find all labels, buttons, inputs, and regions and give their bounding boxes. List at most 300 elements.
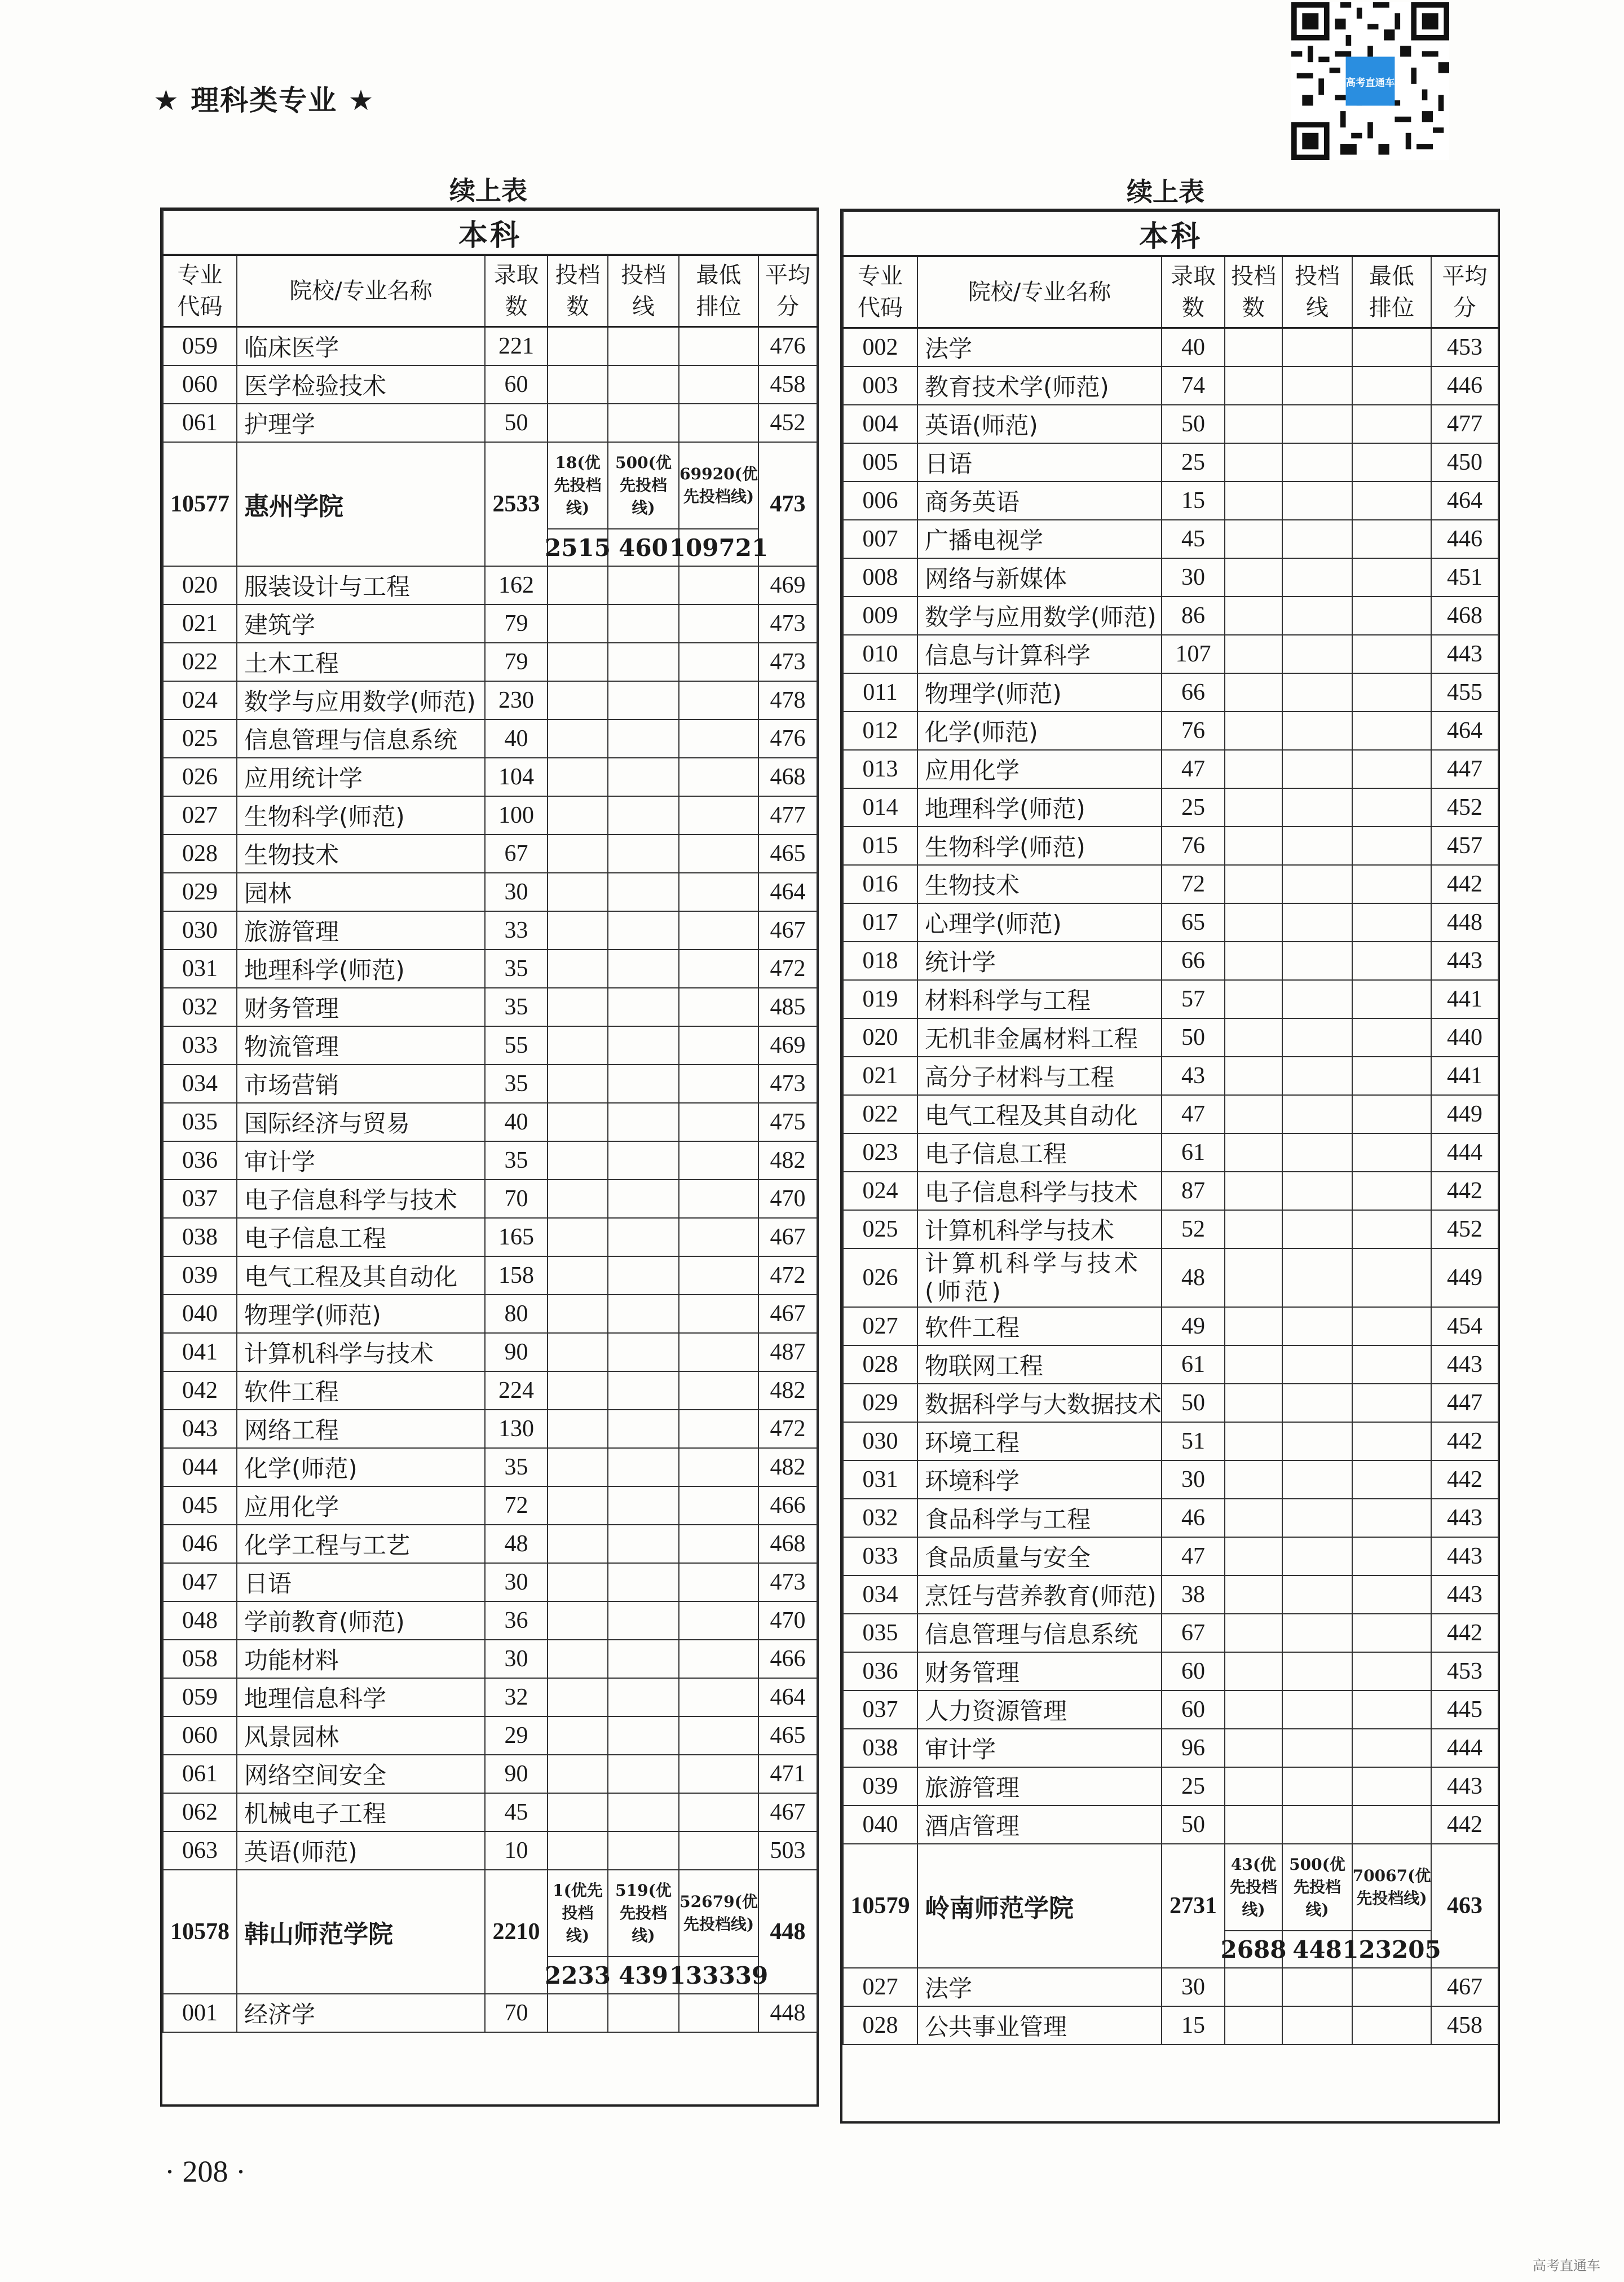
tou-count-cell xyxy=(1225,788,1282,827)
code-cell: 041 xyxy=(163,1333,237,1371)
code-header xyxy=(843,256,917,328)
admit-count-cell: 33 xyxy=(485,911,548,950)
admit-count-cell: 40 xyxy=(1162,328,1225,367)
code-cell: 005 xyxy=(843,443,917,482)
tou-line-cell xyxy=(1282,750,1352,788)
tou-line-cell xyxy=(608,1601,679,1640)
school-name-cell: 惠州学院 xyxy=(237,442,485,566)
code-cell: 004 xyxy=(843,405,917,443)
section-title: 本科 xyxy=(163,210,817,255)
avg-header xyxy=(1431,256,1498,328)
avg-score-cell: 455 xyxy=(1431,673,1498,712)
major-row xyxy=(843,597,1498,635)
tou-line-cell xyxy=(608,327,679,366)
code-cell: 022 xyxy=(163,643,237,681)
tou-count-cell xyxy=(1225,1057,1282,1095)
avg-score-cell: 443 xyxy=(1431,1767,1498,1806)
major-row xyxy=(843,980,1498,1018)
tou-line-cell xyxy=(1282,1057,1352,1095)
major-name-cell: 数学与应用数学(师范) xyxy=(917,597,1162,635)
min-rank-cell xyxy=(669,442,769,566)
tou-line-value: 448 xyxy=(1292,1935,1342,1963)
right-admission-table xyxy=(840,209,1500,2124)
code-cell: 020 xyxy=(163,566,237,604)
admit-count-cell: 76 xyxy=(1162,827,1225,865)
min-rank-header xyxy=(679,255,758,327)
major-name-cell: 风景园林 xyxy=(237,1716,485,1755)
min-rank-cell xyxy=(1352,635,1431,673)
tou-count-cell xyxy=(548,911,608,950)
code-cell: 037 xyxy=(163,1180,237,1218)
avg-score-cell: 442 xyxy=(1431,1422,1498,1460)
code-cell: 019 xyxy=(843,980,917,1018)
major-name-cell: 应用化学 xyxy=(917,750,1162,788)
major-name-cell: 物联网工程 xyxy=(917,1345,1162,1384)
tou-line-split xyxy=(608,1870,678,1993)
tou-line-header-text: 投档线 xyxy=(621,262,666,320)
admit-count-cell: 30 xyxy=(485,1640,548,1678)
major-row xyxy=(163,1755,817,1793)
tou-count-cell xyxy=(1225,903,1282,942)
tou-line-cell xyxy=(1282,367,1352,405)
code-cell: 10577 xyxy=(163,442,237,566)
tou-count-cell xyxy=(548,604,608,643)
code-cell: 048 xyxy=(163,1601,237,1640)
code-cell: 025 xyxy=(843,1210,917,1248)
avg-score-cell: 441 xyxy=(1431,1057,1498,1095)
major-row xyxy=(843,328,1498,367)
code-cell: 043 xyxy=(163,1410,237,1448)
tou-line-cell xyxy=(1282,482,1352,520)
code-cell: 034 xyxy=(163,1065,237,1103)
tou-line-cell xyxy=(608,1563,679,1601)
major-name-cell: 物流管理 xyxy=(237,1026,485,1065)
tou-line-cell xyxy=(608,1448,679,1486)
admit-count-cell: 87 xyxy=(1162,1172,1225,1210)
major-row xyxy=(843,1384,1498,1422)
code-cell: 042 xyxy=(163,1371,237,1410)
major-name-cell: 建筑学 xyxy=(237,604,485,643)
tou-count-cell xyxy=(1225,980,1282,1018)
major-name-cell: 商务英语 xyxy=(917,482,1162,520)
code-cell: 032 xyxy=(163,988,237,1026)
avg-score-cell: 457 xyxy=(1431,827,1498,865)
tou-count-cell xyxy=(1225,1652,1282,1690)
min-rank-cell xyxy=(679,365,758,404)
avg-score-cell: 443 xyxy=(1431,1575,1498,1614)
tou-line-cell xyxy=(1282,443,1352,482)
code-cell: 058 xyxy=(163,1640,237,1678)
avg-score-cell: 467 xyxy=(758,911,817,950)
admit-count-cell: 100 xyxy=(485,796,548,835)
tou-line-cell xyxy=(1282,1537,1352,1575)
major-row xyxy=(843,1499,1498,1537)
admit-count-cell: 66 xyxy=(1162,673,1225,712)
min-rank-cell xyxy=(1352,1499,1431,1537)
code-cell: 028 xyxy=(843,2006,917,2045)
major-name-cell: 数据科学与大数据技术 xyxy=(917,1384,1162,1422)
min-rank-cell xyxy=(1352,1767,1431,1806)
code-cell: 024 xyxy=(843,1172,917,1210)
major-row xyxy=(843,1422,1498,1460)
code-cell: 030 xyxy=(843,1422,917,1460)
code-cell: 036 xyxy=(843,1652,917,1690)
tou-line-cell xyxy=(608,1410,679,1448)
code-cell: 063 xyxy=(163,1831,237,1870)
code-cell: 027 xyxy=(843,1968,917,2006)
admit-count-cell: 48 xyxy=(485,1525,548,1563)
tou-line-split xyxy=(608,443,678,566)
code-cell: 037 xyxy=(843,1690,917,1729)
major-row xyxy=(163,950,817,988)
avg-score-cell: 453 xyxy=(1431,328,1498,367)
admit-count-cell: 90 xyxy=(485,1333,548,1371)
avg-score-cell: 450 xyxy=(1431,443,1498,482)
tou-line-cell xyxy=(1282,1248,1352,1307)
min-rank-cell xyxy=(679,1371,758,1410)
tou-line-cell xyxy=(1282,2006,1352,2045)
min-rank-cell xyxy=(1352,1537,1431,1575)
avg-score-cell: 482 xyxy=(758,1141,817,1180)
avg-score-cell: 464 xyxy=(758,873,817,911)
avg-score-cell: 472 xyxy=(758,1256,817,1295)
code-header-text: 专业代码 xyxy=(177,262,223,320)
min-rank-cell xyxy=(1352,1384,1431,1422)
min-rank-cell xyxy=(1352,2006,1431,2045)
min-rank-cell xyxy=(1352,1690,1431,1729)
major-name-cell: 国际经济与贸易 xyxy=(237,1103,485,1141)
major-name-cell: 法学 xyxy=(917,1968,1162,2006)
avg-score-cell: 473 xyxy=(758,643,817,681)
code-cell: 011 xyxy=(843,673,917,712)
major-name-cell: 物理学(师范) xyxy=(917,673,1162,712)
tou-count-header-text: 投档数 xyxy=(1231,263,1276,321)
tou-count-cell xyxy=(545,442,611,566)
min-rank-cell xyxy=(679,1525,758,1563)
admit-count-cell: 51 xyxy=(1162,1422,1225,1460)
min-rank-cell xyxy=(1352,1806,1431,1844)
avg-score-cell: 476 xyxy=(758,327,817,366)
major-name-cell: 旅游管理 xyxy=(237,911,485,950)
major-row xyxy=(843,1095,1498,1133)
code-cell: 033 xyxy=(163,1026,237,1065)
admit-count-cell: 61 xyxy=(1162,1345,1225,1384)
avg-score-cell: 451 xyxy=(1431,558,1498,597)
major-row xyxy=(163,1563,817,1601)
tou-line-cell xyxy=(608,1486,679,1525)
major-row xyxy=(843,1345,1498,1384)
avg-score-cell: 452 xyxy=(758,404,817,442)
major-name-cell: 机械电子工程 xyxy=(237,1793,485,1831)
code-cell: 060 xyxy=(163,365,237,404)
major-row xyxy=(163,1601,817,1640)
major-row xyxy=(843,788,1498,827)
admit-count-cell: 96 xyxy=(1162,1729,1225,1767)
major-name-cell: 医学检验技术 xyxy=(237,365,485,404)
major-name-cell: 英语(师范) xyxy=(237,1831,485,1870)
section-row xyxy=(843,211,1498,256)
major-row xyxy=(163,1994,817,2032)
min-rank-cell xyxy=(679,1448,758,1486)
admit-count-cell: 25 xyxy=(1162,443,1225,482)
admit-count-cell: 60 xyxy=(485,365,548,404)
admit-count-cell: 2731 xyxy=(1162,1844,1225,1968)
tou-line-cell xyxy=(608,1371,679,1410)
major-row xyxy=(163,681,817,720)
major-row xyxy=(163,911,817,950)
min-rank-header xyxy=(1352,256,1431,328)
tou-line-value: 439 xyxy=(619,1961,668,1989)
tou-line-cell xyxy=(1282,1690,1352,1729)
admit-count-cell: 50 xyxy=(1162,405,1225,443)
min-rank-cell xyxy=(679,566,758,604)
tou-count-cell xyxy=(1225,1248,1282,1307)
min-rank-cell xyxy=(679,1103,758,1141)
major-name-cell: 经济学 xyxy=(237,1994,485,2032)
code-cell: 012 xyxy=(843,712,917,750)
min-rank-cell xyxy=(669,1870,769,1994)
major-row xyxy=(843,750,1498,788)
code-cell: 015 xyxy=(843,827,917,865)
tou-count-value: 2233 xyxy=(545,1961,611,1989)
tou-line-cell xyxy=(1282,865,1352,903)
code-cell: 002 xyxy=(843,328,917,367)
admit-count-cell: 47 xyxy=(1162,1537,1225,1575)
min-rank-cell xyxy=(1352,1172,1431,1210)
tou-line-cell xyxy=(1282,827,1352,865)
tou-count-cell xyxy=(1225,405,1282,443)
header-row xyxy=(843,256,1498,328)
avg-score-cell: 442 xyxy=(1431,1614,1498,1652)
admit-count-cell: 66 xyxy=(1162,942,1225,980)
admit-count-cell: 35 xyxy=(485,950,548,988)
avg-score-cell: 452 xyxy=(1431,788,1498,827)
tou-count-cell xyxy=(548,1486,608,1525)
avg-score-cell: 442 xyxy=(1431,1460,1498,1499)
tou-line-cell xyxy=(1282,712,1352,750)
admit-count-cell: 29 xyxy=(485,1716,548,1755)
major-name-cell: 心理学(师范) xyxy=(917,903,1162,942)
avg-score-cell: 440 xyxy=(1431,1018,1498,1057)
major-row xyxy=(843,520,1498,558)
min-rank-split xyxy=(669,443,769,566)
major-name-cell: 酒店管理 xyxy=(917,1806,1162,1844)
min-rank-cell xyxy=(1352,520,1431,558)
major-name-cell: 烹饪与营养教育(师范) xyxy=(917,1575,1162,1614)
major-name-cell: 电子信息科学与技术 xyxy=(917,1172,1162,1210)
major-name-cell: 审计学 xyxy=(917,1729,1162,1767)
min-rank-cell xyxy=(679,1640,758,1678)
tou-line-cell xyxy=(608,604,679,643)
min-rank-cell xyxy=(1352,1345,1431,1384)
code-cell: 047 xyxy=(163,1563,237,1601)
admit-header-text: 录取数 xyxy=(1171,263,1216,321)
tou-line-cell xyxy=(608,681,679,720)
avg-score-cell: 473 xyxy=(758,1563,817,1601)
admit-count-cell: 40 xyxy=(485,720,548,758)
name-header-text: 院校/专业名称 xyxy=(968,279,1111,305)
tou-count-cell xyxy=(1225,520,1282,558)
tou-line-cell xyxy=(1282,1345,1352,1384)
tou-line-cell xyxy=(1282,1575,1352,1614)
major-row xyxy=(163,327,817,366)
avg-score-cell: 477 xyxy=(758,796,817,835)
min-rank-cell xyxy=(679,1601,758,1640)
tou-line-cell xyxy=(608,950,679,988)
code-cell: 031 xyxy=(163,950,237,988)
tou-line-cell xyxy=(608,988,679,1026)
tou-line-cell xyxy=(1282,1018,1352,1057)
tou-line-cell xyxy=(1282,328,1352,367)
avg-score-cell: 465 xyxy=(758,1716,817,1755)
major-name-cell: 临床医学 xyxy=(237,327,485,366)
admit-count-cell: 47 xyxy=(1162,1095,1225,1133)
tou-line-cell xyxy=(1282,520,1352,558)
major-row xyxy=(163,643,817,681)
admit-count-cell: 32 xyxy=(485,1678,548,1716)
tou-count-cell xyxy=(1225,1806,1282,1844)
min-rank-cell xyxy=(679,720,758,758)
avg-score-cell: 453 xyxy=(1431,1652,1498,1690)
major-name-cell: 日语 xyxy=(917,443,1162,482)
avg-score-cell: 487 xyxy=(758,1333,817,1371)
major-row xyxy=(163,1793,817,1831)
admit-count-cell: 50 xyxy=(1162,1806,1225,1844)
tou-line-cell xyxy=(608,1640,679,1678)
major-name-cell: 环境工程 xyxy=(917,1422,1162,1460)
major-row xyxy=(163,604,817,643)
tou-count-cell xyxy=(548,758,608,796)
tou-count-cell xyxy=(548,1755,608,1793)
tou-line-cell xyxy=(608,758,679,796)
tou-count-cell xyxy=(1225,1172,1282,1210)
avg-score-cell: 448 xyxy=(758,1870,817,1994)
tou-line-cell xyxy=(608,442,679,566)
tou-line-cell xyxy=(1282,1767,1352,1806)
tou-count-priority: 43(优先投档线) xyxy=(1225,1844,1282,1931)
tou-count-cell xyxy=(548,950,608,988)
avg-score-cell: 471 xyxy=(758,1755,817,1793)
tou-line-cell xyxy=(1282,635,1352,673)
major-row xyxy=(843,1537,1498,1575)
tou-count-header xyxy=(548,255,608,327)
tou-line-cell xyxy=(608,796,679,835)
major-name-cell: 学前教育(师范) xyxy=(237,1601,485,1640)
major-row xyxy=(163,1371,817,1410)
major-row xyxy=(843,2006,1498,2045)
min-rank-cell xyxy=(679,873,758,911)
tou-line-cell xyxy=(1282,405,1352,443)
avg-score-cell: 458 xyxy=(1431,2006,1498,2045)
min-rank-cell xyxy=(1352,558,1431,597)
school-row xyxy=(163,442,817,566)
tou-line-cell xyxy=(608,1065,679,1103)
admit-header xyxy=(485,255,548,327)
major-row xyxy=(843,1614,1498,1652)
tou-count-cell xyxy=(548,796,608,835)
tou-count-priority: 1(优先投档线) xyxy=(548,1870,607,1957)
min-rank-cell xyxy=(1352,1460,1431,1499)
tou-line-cell xyxy=(608,911,679,950)
min-rank-cell xyxy=(679,681,758,720)
min-rank-cell xyxy=(679,835,758,873)
code-cell: 032 xyxy=(843,1499,917,1537)
code-header-text: 专业代码 xyxy=(858,263,903,321)
major-row xyxy=(163,1065,817,1103)
tou-count-cell xyxy=(1225,1729,1282,1767)
admit-count-cell: 221 xyxy=(485,327,548,366)
code-cell: 026 xyxy=(163,758,237,796)
code-cell: 021 xyxy=(843,1057,917,1095)
admit-count-cell: 30 xyxy=(1162,1460,1225,1499)
page-number: · 208 · xyxy=(165,2155,246,2188)
tou-line-cell xyxy=(1282,1968,1352,2006)
major-name-cell: 地理科学(师范) xyxy=(917,788,1162,827)
major-row xyxy=(843,1652,1498,1690)
admit-count-cell: 25 xyxy=(1162,1767,1225,1806)
major-name-cell: 食品科学与工程 xyxy=(917,1499,1162,1537)
min-rank-cell xyxy=(679,643,758,681)
avg-score-cell: 454 xyxy=(1431,1307,1498,1345)
tou-count-cell xyxy=(548,327,608,366)
admit-count-cell: 36 xyxy=(485,1601,548,1640)
min-rank-value: 133339 xyxy=(669,1961,769,1989)
tou-line-cell xyxy=(608,1870,679,1994)
tou-line-cell xyxy=(1282,597,1352,635)
min-rank-cell xyxy=(679,758,758,796)
code-cell: 10578 xyxy=(163,1870,237,1994)
admit-count-cell: 70 xyxy=(485,1180,548,1218)
min-rank-cell xyxy=(1352,1729,1431,1767)
admit-count-cell: 45 xyxy=(1162,520,1225,558)
major-row xyxy=(163,1716,817,1755)
min-rank-cell xyxy=(679,1218,758,1256)
tou-count-cell xyxy=(1225,2006,1282,2045)
tou-line-cell xyxy=(608,720,679,758)
tou-line-cell xyxy=(1282,1729,1352,1767)
avg-score-cell: 477 xyxy=(1431,405,1498,443)
code-cell: 007 xyxy=(843,520,917,558)
tou-line-cell xyxy=(608,566,679,604)
major-name-cell: 软件工程 xyxy=(237,1371,485,1410)
tou-count-priority: 18(优先投档线) xyxy=(548,443,607,529)
admit-count-cell: 48 xyxy=(1162,1248,1225,1307)
code-cell: 006 xyxy=(843,482,917,520)
code-cell: 026 xyxy=(843,1248,917,1307)
min-rank-cell xyxy=(679,1026,758,1065)
admit-header xyxy=(1162,256,1225,328)
major-row xyxy=(163,1831,817,1870)
tou-count-cell xyxy=(548,1371,608,1410)
major-name-cell: 电子信息科学与技术 xyxy=(237,1180,485,1218)
min-rank-header-text: 最低排位 xyxy=(1369,263,1414,321)
code-cell: 034 xyxy=(843,1575,917,1614)
tou-count-cell xyxy=(548,1333,608,1371)
min-rank-cell xyxy=(1352,1018,1431,1057)
min-rank-cell xyxy=(679,1716,758,1755)
avg-score-cell: 467 xyxy=(758,1295,817,1333)
min-rank-cell xyxy=(679,1678,758,1716)
tou-line-cell xyxy=(1282,1806,1352,1844)
min-rank-cell xyxy=(679,1755,758,1793)
min-rank-cell xyxy=(1352,1248,1431,1307)
tou-count-cell xyxy=(548,1410,608,1448)
admit-count-cell: 30 xyxy=(1162,1968,1225,2006)
admit-count-cell: 35 xyxy=(485,1141,548,1180)
tou-count-cell xyxy=(548,835,608,873)
min-rank-cell xyxy=(1352,443,1431,482)
avg-score-cell: 445 xyxy=(1431,1690,1498,1729)
